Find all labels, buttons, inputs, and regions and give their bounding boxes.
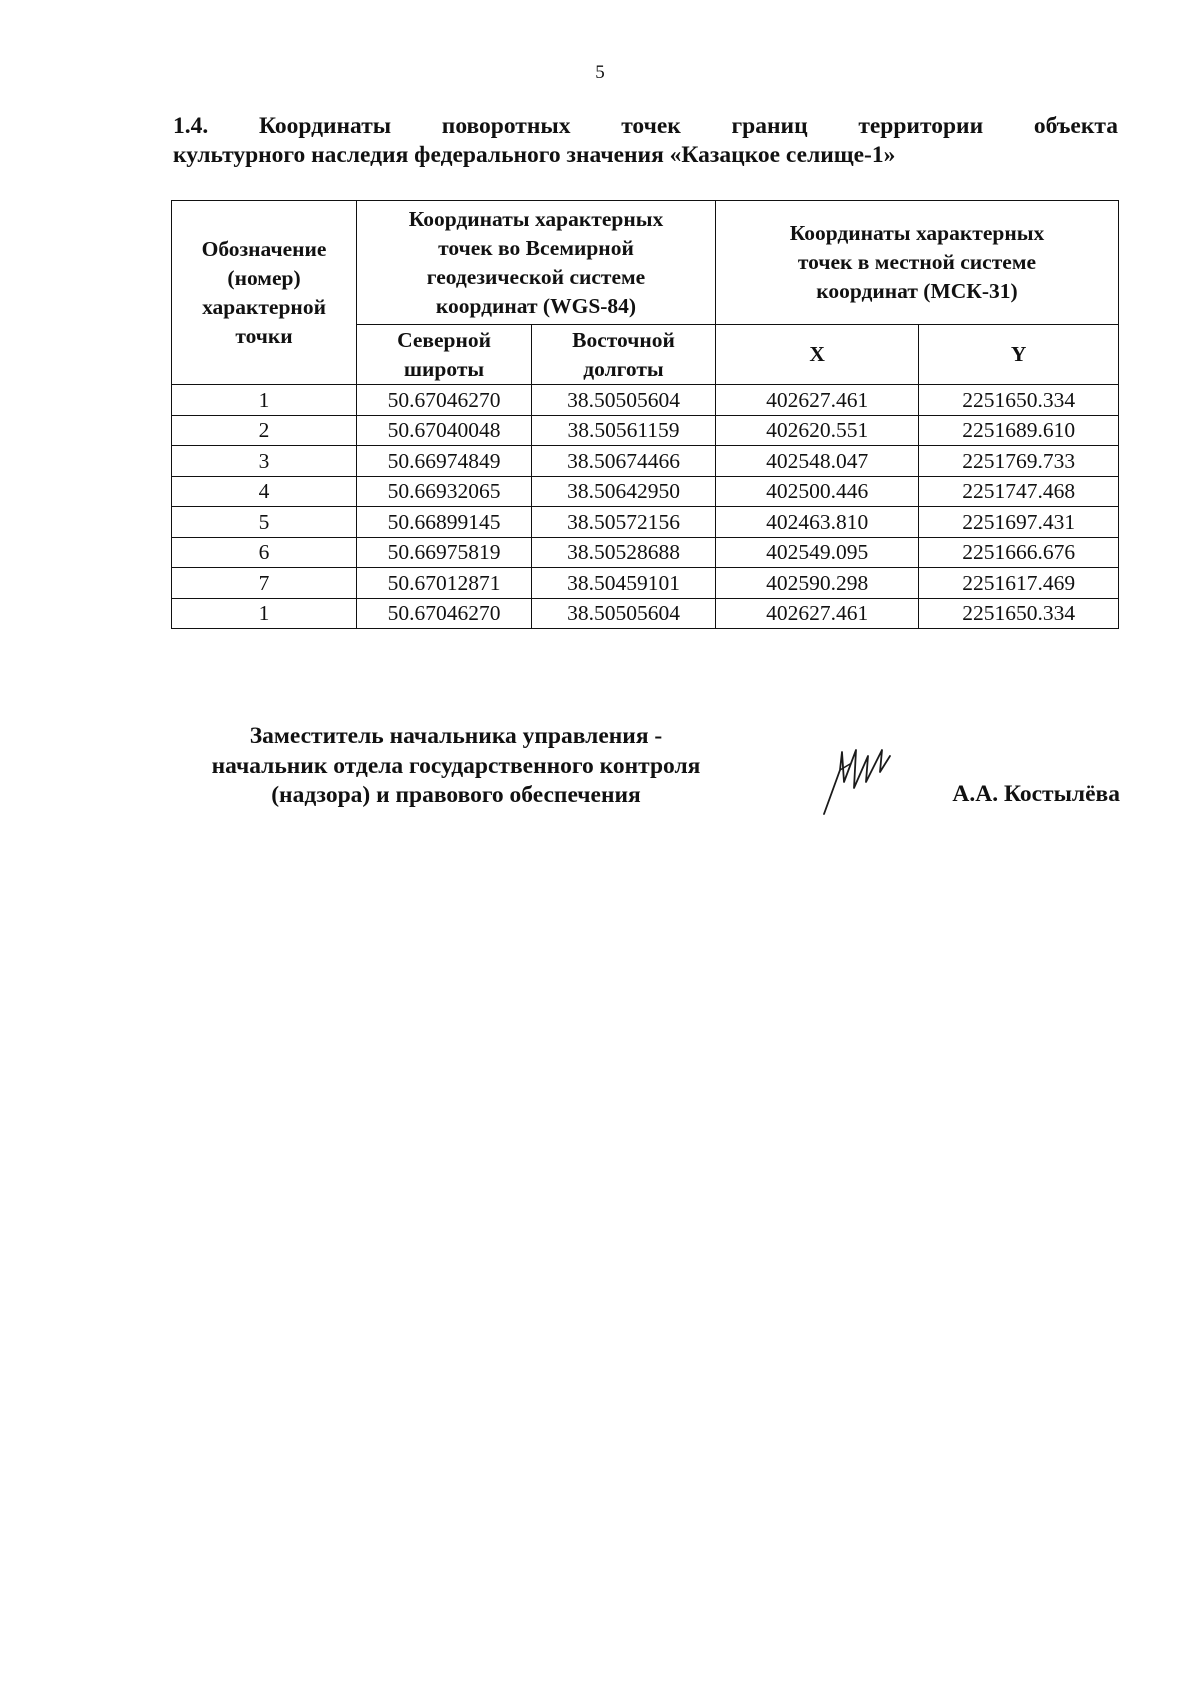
table-row <box>172 507 1119 538</box>
cell-y: 2251666.676 <box>919 537 1119 568</box>
cell-x: 402549.095 <box>715 537 918 568</box>
cell-x: 402627.461 <box>715 385 918 416</box>
header-longitude-line: Восточной <box>572 327 675 352</box>
header-msk31-line: точек в местной системе <box>797 250 1037 274</box>
cell-y: 2251747.468 <box>919 476 1119 507</box>
signer-position-line: (надзора) и правового обеспечения <box>271 782 641 808</box>
header-point-id <box>172 201 357 385</box>
signer-position-line: начальник отдела государственного контроля <box>211 752 701 779</box>
header-point-id-line: характерной <box>202 294 326 319</box>
cell-latitude: 50.67046270 <box>357 598 532 629</box>
header-point-id-line: Обозначение <box>201 236 327 261</box>
signer-name: А.А. Костылёва <box>952 781 1120 807</box>
header-longitude <box>532 325 716 385</box>
cell-y: 2251650.334 <box>919 598 1119 629</box>
header-wgs84-line: точек во Всемирной <box>438 235 634 260</box>
header-point-id-line: точки <box>235 323 293 348</box>
cell-y: 2251650.334 <box>919 385 1119 416</box>
header-latitude <box>357 325 532 385</box>
header-wgs84-group <box>357 201 716 325</box>
header-point-id-line: (номер) <box>227 265 301 290</box>
cell-x: 402463.810 <box>715 507 918 538</box>
cell-point-id: 1 <box>172 385 357 416</box>
header-latitude-line: широты <box>403 356 485 381</box>
cell-x: 402548.047 <box>715 446 918 477</box>
header-msk31-line: координат (МСК-31) <box>816 279 1018 303</box>
signer-position-line: Заместитель начальника управления - <box>249 723 663 749</box>
header-wgs84-line: Координаты характерных <box>408 206 664 231</box>
cell-longitude: 38.50572156 <box>532 507 716 538</box>
table-row <box>172 568 1119 599</box>
cell-longitude: 38.50505604 <box>532 385 716 416</box>
header-wgs84-line: координат (WGS-84) <box>435 293 637 318</box>
cell-point-id: 1 <box>172 598 357 629</box>
cell-longitude: 38.50674466 <box>532 446 716 477</box>
cell-latitude: 50.66974849 <box>357 446 532 477</box>
header-msk31-line: Координаты характерных <box>789 221 1045 245</box>
cell-point-id: 2 <box>172 415 357 446</box>
cell-latitude: 50.67046270 <box>357 385 532 416</box>
cell-x: 402627.461 <box>715 598 918 629</box>
header-wgs84-line: геодезической системе <box>426 264 646 289</box>
cell-point-id: 4 <box>172 476 357 507</box>
page-number: 5 <box>595 62 605 83</box>
cell-longitude: 38.50561159 <box>532 415 716 446</box>
cell-latitude: 50.66899145 <box>357 507 532 538</box>
cell-point-id: 7 <box>172 568 357 599</box>
cell-x: 402500.446 <box>715 476 918 507</box>
table-row <box>172 476 1119 507</box>
cell-point-id: 3 <box>172 446 357 477</box>
cell-y: 2251689.610 <box>919 415 1119 446</box>
cell-x: 402620.551 <box>715 415 918 446</box>
header-longitude-line: долготы <box>583 356 664 381</box>
header-y: Y <box>919 325 1119 385</box>
cell-point-id: 5 <box>172 507 357 538</box>
cell-latitude: 50.66975819 <box>357 537 532 568</box>
section-heading-line-1: 1.4. Координаты поворотных точек границ территории объекта <box>173 113 1118 139</box>
table-row <box>172 598 1119 629</box>
cell-point-id: 6 <box>172 537 357 568</box>
cell-longitude: 38.50642950 <box>532 476 716 507</box>
cell-x: 402590.298 <box>715 568 918 599</box>
header-latitude-line: Северной <box>397 327 492 352</box>
cell-longitude: 38.50505604 <box>532 598 716 629</box>
signer-position <box>171 722 741 811</box>
header-msk31-group <box>715 201 1118 325</box>
cell-latitude: 50.66932065 <box>357 476 532 507</box>
table-row <box>172 446 1119 477</box>
header-x: X <box>715 325 918 385</box>
table-row <box>172 415 1119 446</box>
cell-latitude: 50.67040048 <box>357 415 532 446</box>
table-row <box>172 385 1119 416</box>
section-heading <box>173 112 1118 170</box>
table-row <box>172 537 1119 568</box>
cell-longitude: 38.50528688 <box>532 537 716 568</box>
cell-y: 2251617.469 <box>919 568 1119 599</box>
cell-latitude: 50.67012871 <box>357 568 532 599</box>
cell-y: 2251697.431 <box>919 507 1119 538</box>
section-heading-line-2: культурного наследия федерального значения «Казацкое селище-1» <box>173 142 896 168</box>
handwritten-signature <box>820 742 900 818</box>
cell-y: 2251769.733 <box>919 446 1119 477</box>
cell-longitude: 38.50459101 <box>532 568 716 599</box>
coordinates-table <box>171 200 1119 629</box>
